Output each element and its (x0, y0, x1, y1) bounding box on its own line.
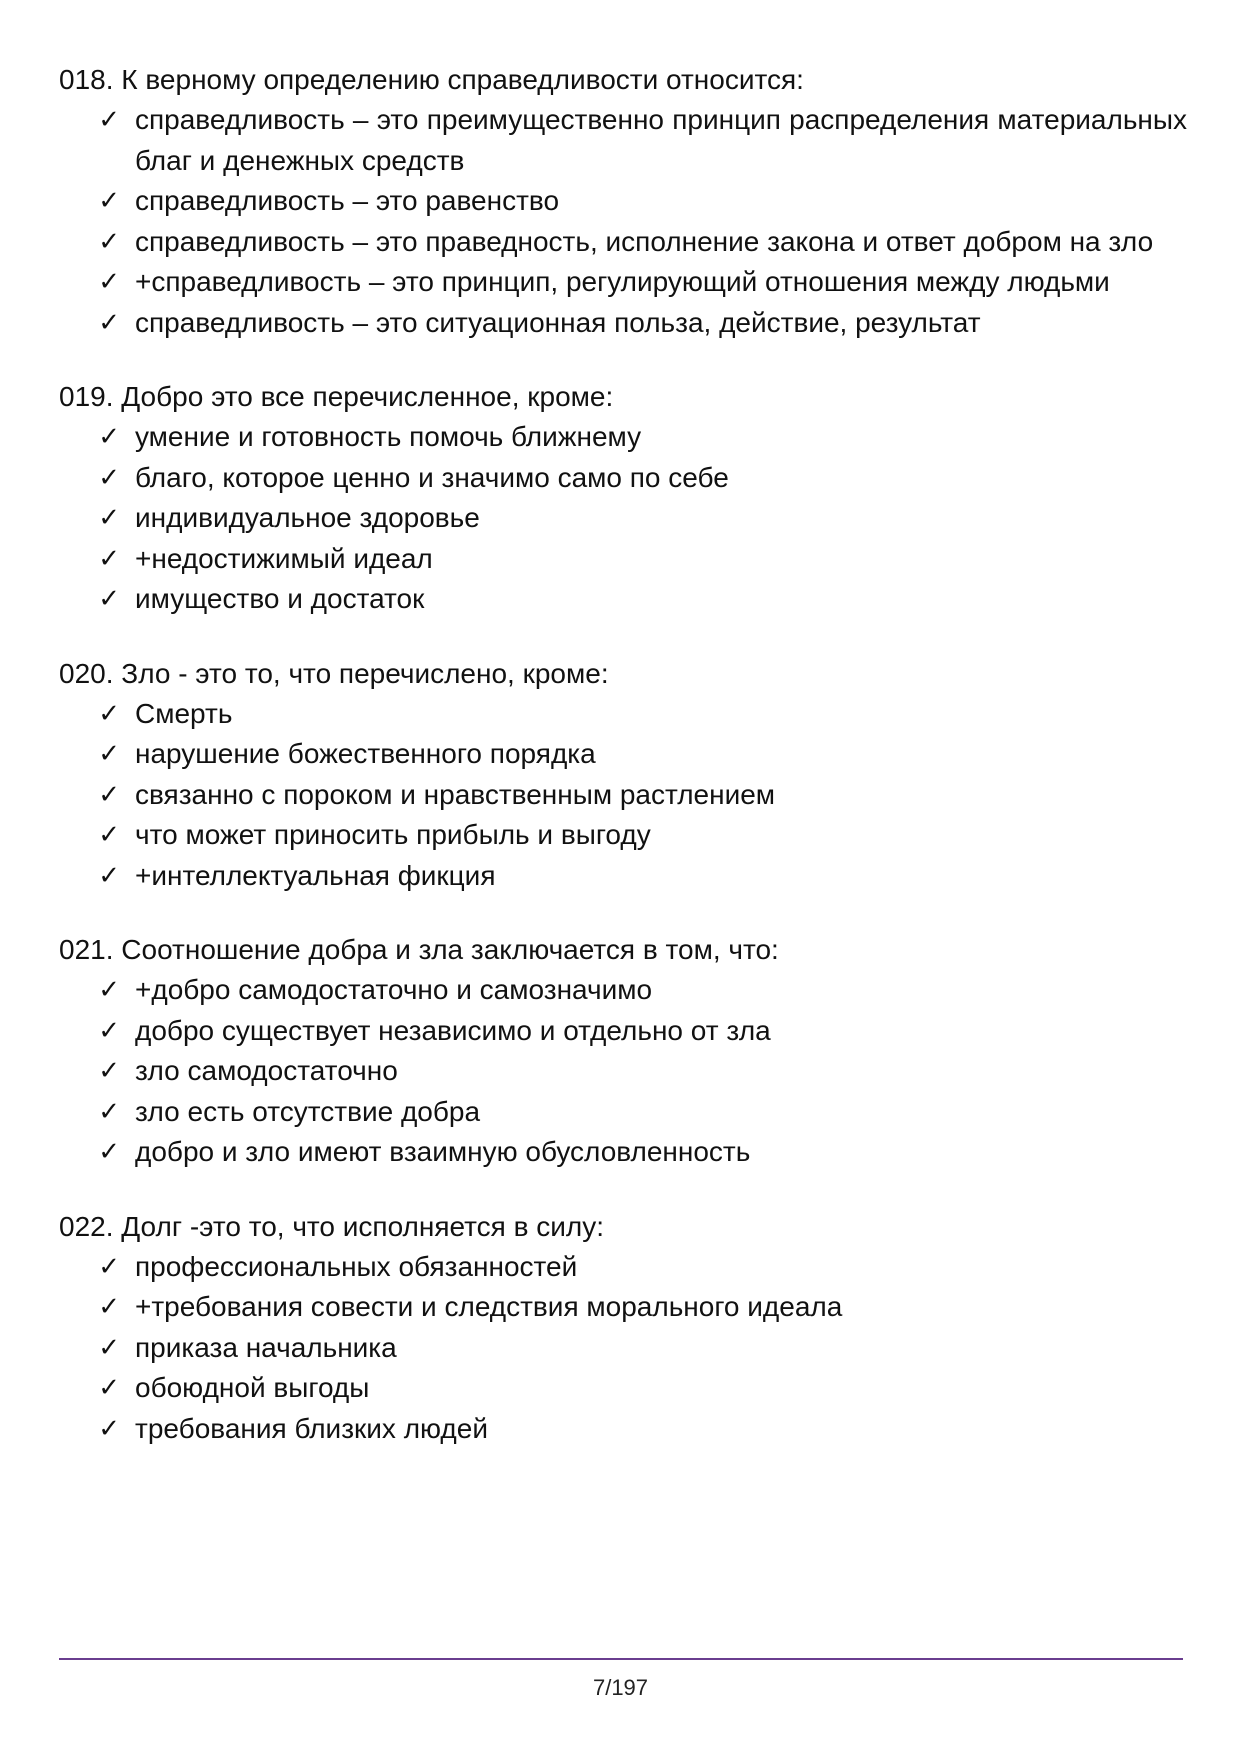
answer-item (59, 417, 1187, 458)
answer-list (59, 1247, 1187, 1450)
answer-text: Смерть (135, 697, 233, 729)
checkmark-icon: ✓ (98, 1251, 120, 1282)
answer-text: обоюдной выгоды (135, 1372, 370, 1403)
checkmark-icon: ✓ (98, 186, 120, 216)
checkmark-icon: ✓ (98, 267, 120, 297)
question-022 (59, 1207, 1187, 1450)
checkmark-icon: ✓ (98, 226, 120, 257)
answer-item (59, 458, 1187, 499)
checkmark-icon: ✓ (98, 1137, 120, 1167)
answer-text: справедливость – это преимущественно принцип распределения материальных благ и денежных средств (135, 104, 1187, 176)
answer-item (59, 579, 1187, 620)
checkmark-icon: ✓ (98, 779, 120, 810)
checkmark-icon: ✓ (98, 860, 120, 891)
checkmark-icon: ✓ (98, 698, 120, 729)
answer-text: добро и зло имеют взаимную обусловленность (135, 1136, 751, 1167)
checkmark-icon: ✓ (98, 462, 120, 493)
question-021 (59, 930, 1187, 1173)
answer-text: требования близких людей (135, 1412, 488, 1444)
answer-text: благо, которое ценно и значимо само по себе (135, 461, 729, 493)
answer-item (59, 694, 1187, 735)
checkmark-icon: ✓ (98, 1056, 120, 1086)
answer-text: приказа начальника (135, 1331, 397, 1363)
answer-text: +справедливость – это принцип, регулирующий отношения между людьми (135, 266, 1110, 297)
answer-item (59, 1409, 1187, 1450)
answer-text: профессиональных обязанностей (135, 1250, 578, 1282)
answer-list (59, 100, 1187, 343)
answer-item (59, 181, 1187, 222)
answer-text: умение и готовность помочь ближнему (135, 421, 642, 452)
answer-item (59, 1132, 1187, 1173)
question-title: 022. Долг -это то, что исполняется в силу: (59, 1210, 605, 1242)
question-018 (59, 60, 1187, 343)
answer-item (59, 222, 1187, 263)
checkmark-icon: ✓ (98, 820, 120, 850)
checkmark-icon: ✓ (98, 1373, 120, 1403)
checkmark-icon: ✓ (98, 1413, 120, 1444)
answer-list (59, 417, 1187, 620)
answer-item (59, 1051, 1187, 1092)
checkmark-icon: ✓ (98, 975, 120, 1005)
answer-text: справедливость – это ситуационная польза, действие, результат (135, 306, 981, 338)
answer-text: зло есть отсутствие добра (135, 1095, 481, 1127)
question-020 (59, 654, 1187, 897)
answer-item (59, 1368, 1187, 1409)
answer-text: справедливость – это праведность, исполнение закона и ответ добром на зло (135, 225, 1154, 257)
question-title: 018. К верному определению справедливости относится: (59, 64, 804, 95)
answer-list (59, 970, 1187, 1173)
checkmark-icon: ✓ (98, 584, 120, 614)
answer-item (59, 498, 1187, 539)
answer-item (59, 1092, 1187, 1133)
answer-item (59, 734, 1187, 775)
answer-item (59, 970, 1187, 1011)
answer-item (59, 775, 1187, 816)
page-number: 7/197 (592, 1675, 649, 1700)
checkmark-icon: ✓ (98, 1332, 120, 1363)
question-title: 021. Соотношение добра и зла заключается в том, что: (59, 934, 779, 965)
answer-text: добро существует независимо и отдельно от зла (135, 1014, 771, 1046)
checkmark-icon: ✓ (98, 543, 120, 574)
checkmark-icon: ✓ (98, 503, 120, 533)
answer-item (59, 100, 1187, 181)
answer-text: +требования совести и следствия морального идеала (135, 1291, 843, 1322)
answer-text: зло самодостаточно (135, 1055, 398, 1086)
answer-item (59, 262, 1187, 303)
footer-divider (59, 1658, 1183, 1660)
question-title: 019. Добро это все перечисленное, кроме: (59, 381, 614, 412)
answer-text: справедливость – это равенство (135, 185, 560, 216)
answer-item (59, 1287, 1187, 1328)
answer-text: +недостижимый идеал (135, 542, 433, 574)
checkmark-icon: ✓ (98, 105, 120, 135)
checkmark-icon: ✓ (98, 1015, 120, 1046)
answer-item (59, 539, 1187, 580)
answer-text: связанно с пороком и нравственным растлением (135, 778, 776, 810)
answer-item (59, 1328, 1187, 1369)
checkmark-icon: ✓ (98, 1292, 120, 1322)
answer-text: имущество и достаток (135, 583, 425, 614)
document-body (59, 60, 1187, 1483)
question-title: 020. Зло - это то, что перечислено, кроме: (59, 657, 609, 689)
answer-item (59, 1011, 1187, 1052)
answer-text: нарушение божественного порядка (135, 738, 596, 769)
answer-item (59, 815, 1187, 856)
answer-text: индивидуальное здоровье (135, 502, 480, 533)
answer-item (59, 856, 1187, 897)
checkmark-icon: ✓ (98, 307, 120, 338)
answer-text: +интеллектуальная фикция (135, 859, 496, 891)
answer-list (59, 694, 1187, 897)
answer-item (59, 303, 1187, 344)
checkmark-icon: ✓ (98, 739, 120, 769)
question-019 (59, 377, 1187, 620)
answer-item (59, 1247, 1187, 1288)
checkmark-icon: ✓ (98, 1096, 120, 1127)
answer-text: что может приносить прибыль и выгоду (135, 819, 651, 850)
checkmark-icon: ✓ (98, 422, 120, 452)
answer-text: +добро самодостаточно и самозначимо (135, 974, 653, 1005)
